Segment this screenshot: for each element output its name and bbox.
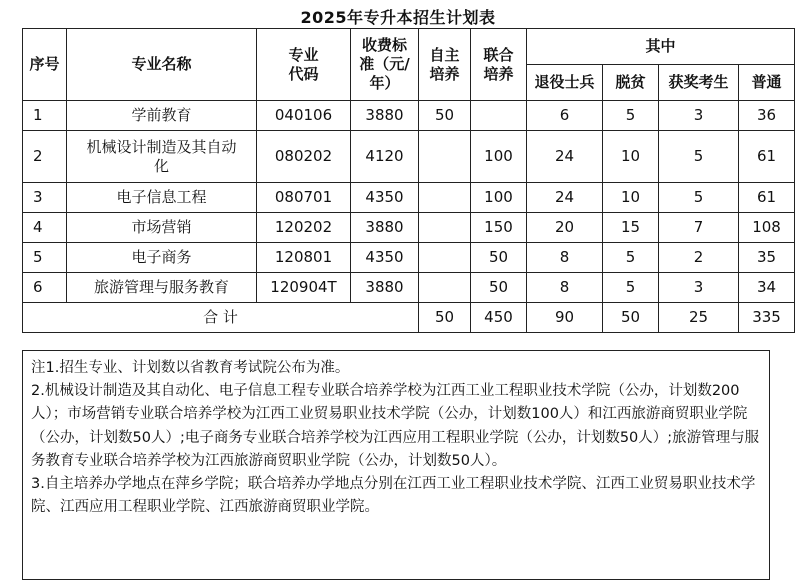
enrollment-plan-table	[22, 28, 795, 333]
cell-joint: 50	[471, 243, 527, 273]
cell-fee: 3880	[351, 273, 419, 303]
cell-major-name: 电子商务	[67, 243, 257, 273]
cell-poverty: 15	[603, 213, 659, 243]
table-row	[23, 101, 795, 131]
cell-normal: 61	[739, 131, 795, 183]
header-award: 获奖考生	[659, 65, 739, 101]
table-title: 2025年专升本招生计划表	[300, 8, 496, 27]
table-row	[23, 273, 795, 303]
cell-self	[419, 213, 471, 243]
cell-major-name: 市场营销	[67, 213, 257, 243]
cell-joint	[471, 101, 527, 131]
total-self: 50	[419, 303, 471, 333]
cell-self	[419, 183, 471, 213]
cell-normal: 35	[739, 243, 795, 273]
header-joint-training: 联合 培养	[471, 29, 527, 101]
header-among: 其中	[527, 29, 795, 65]
header-self-training: 自主 培养	[419, 29, 471, 101]
cell-major-code: 120202	[257, 213, 351, 243]
cell-major-code: 120801	[257, 243, 351, 273]
header-seq: 序号	[23, 29, 67, 101]
cell-seq: 4	[23, 213, 67, 243]
cell-major-code: 080202	[257, 131, 351, 183]
table-row	[23, 131, 795, 183]
cell-poverty: 10	[603, 131, 659, 183]
cell-normal: 61	[739, 183, 795, 213]
cell-major-name: 机械设计制造及其自动化	[67, 131, 257, 183]
table-row	[23, 183, 795, 213]
cell-veterans: 24	[527, 183, 603, 213]
cell-major-code: 080701	[257, 183, 351, 213]
cell-normal: 36	[739, 101, 795, 131]
cell-seq: 5	[23, 243, 67, 273]
cell-normal: 108	[739, 213, 795, 243]
header-major-code: 专业 代码	[257, 29, 351, 101]
total-poverty: 50	[603, 303, 659, 333]
cell-poverty: 5	[603, 273, 659, 303]
cell-self: 50	[419, 101, 471, 131]
cell-award: 2	[659, 243, 739, 273]
total-veterans: 90	[527, 303, 603, 333]
cell-fee: 4350	[351, 183, 419, 213]
cell-award: 5	[659, 183, 739, 213]
cell-joint: 50	[471, 273, 527, 303]
cell-fee: 4120	[351, 131, 419, 183]
cell-award: 3	[659, 101, 739, 131]
cell-fee: 4350	[351, 243, 419, 273]
cell-major-name: 学前教育	[67, 101, 257, 131]
cell-self	[419, 131, 471, 183]
cell-veterans: 20	[527, 213, 603, 243]
cell-joint: 100	[471, 183, 527, 213]
total-award: 25	[659, 303, 739, 333]
table-row	[23, 213, 795, 243]
total-label: 合 计	[23, 303, 419, 333]
cell-major-name: 电子信息工程	[67, 183, 257, 213]
cell-poverty: 5	[603, 101, 659, 131]
cell-veterans: 8	[527, 243, 603, 273]
cell-veterans: 6	[527, 101, 603, 131]
note-1: 注1.招生专业、计划数以省教育考试院公布为准。	[31, 360, 350, 376]
table-row	[23, 243, 795, 273]
total-normal: 335	[739, 303, 795, 333]
cell-self	[419, 273, 471, 303]
cell-award: 5	[659, 131, 739, 183]
cell-major-name: 旅游管理与服务教育	[67, 273, 257, 303]
cell-self	[419, 243, 471, 273]
cell-fee: 3880	[351, 213, 419, 243]
cell-seq: 2	[23, 131, 67, 183]
note-2: 2.机械设计制造及其自动化、电子信息工程专业联合培养学校为江西工业工程职业技术学院（公办，计划数200人）；市场营销专业联合培养学校为江西工业贸易职业技术学院（公办，计划数100人）和江西旅游商贸职业学院（公办，计划数50人）;电子商务专业联合培养学校为江西应用工程职业学院（公办，计划数50人）;旅游管理与服务教育专业联合培养学校为江西旅游商贸职业学院（公办，计划数50人）。	[31, 383, 760, 469]
cell-normal: 34	[739, 273, 795, 303]
cell-seq: 3	[23, 183, 67, 213]
total-row	[23, 303, 795, 333]
note-3: 3.自主培养办学地点在萍乡学院；联合培养办学地点分别在江西工业工程职业技术学院、江西工业贸易职业技术学院、江西应用工程职业学院、江西旅游商贸职业学院。	[31, 476, 756, 516]
total-joint: 450	[471, 303, 527, 333]
cell-fee: 3880	[351, 101, 419, 131]
header-major-name: 专业名称	[67, 29, 257, 101]
cell-major-code: 040106	[257, 101, 351, 131]
header-poverty: 脱贫	[603, 65, 659, 101]
header-veterans: 退役士兵	[527, 65, 603, 101]
notes-box	[22, 350, 770, 580]
header-normal: 普通	[739, 65, 795, 101]
cell-veterans: 24	[527, 131, 603, 183]
cell-poverty: 10	[603, 183, 659, 213]
cell-veterans: 8	[527, 273, 603, 303]
cell-joint: 150	[471, 213, 527, 243]
cell-seq: 6	[23, 273, 67, 303]
cell-poverty: 5	[603, 243, 659, 273]
cell-joint: 100	[471, 131, 527, 183]
cell-seq: 1	[23, 101, 67, 131]
cell-major-code: 120904T	[257, 273, 351, 303]
header-fee: 收费标 准（元/ 年）	[351, 29, 419, 101]
cell-award: 7	[659, 213, 739, 243]
cell-award: 3	[659, 273, 739, 303]
